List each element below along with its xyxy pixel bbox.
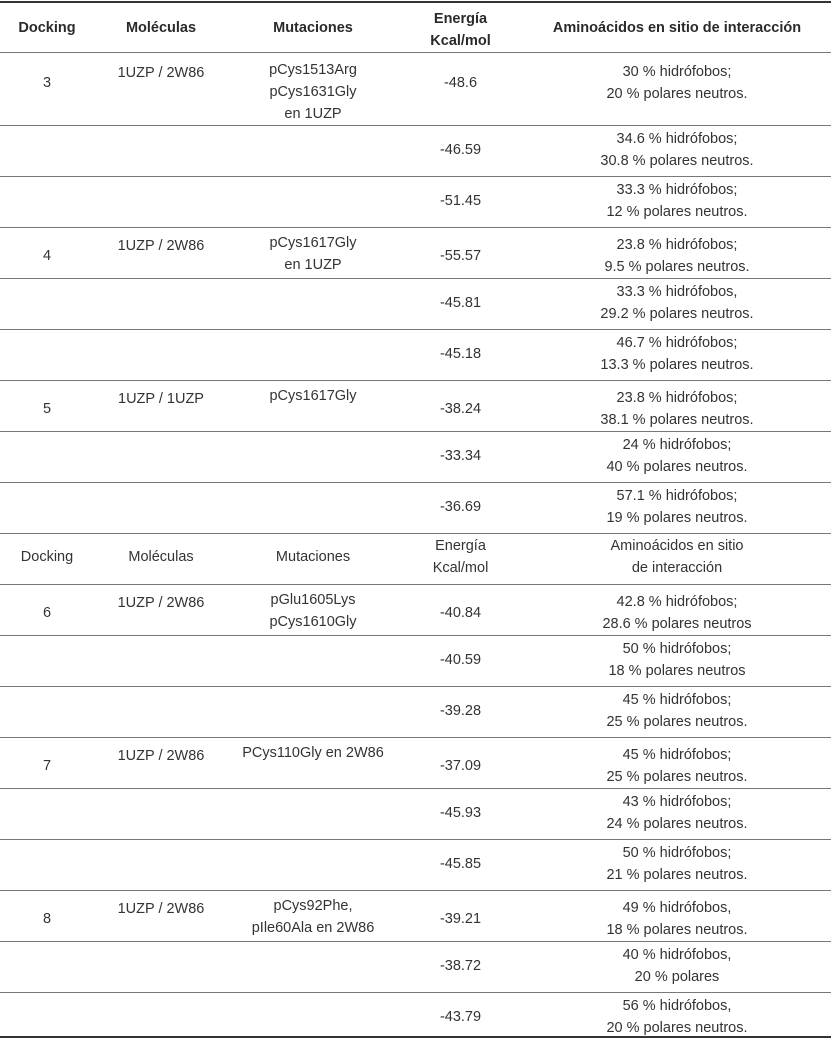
cell-mutaciones — [228, 840, 398, 890]
cell-aminoacidos: 34.6 % hidrófobos; 30.8 % polares neutros. — [600, 131, 754, 169]
cell-energia: -46.59 — [439, 142, 482, 158]
cell-mutaciones — [228, 942, 398, 992]
cell-moleculas — [94, 996, 228, 1038]
cell-energia: -40.59 — [439, 652, 482, 668]
cell-mutaciones — [228, 993, 398, 1038]
cell-aminoacidos: 40 % hidrófobos, 20 % polares — [622, 947, 732, 985]
table-header — [0, 8, 831, 52]
header-mutaciones: Mutaciones — [273, 20, 353, 36]
table-row — [0, 381, 831, 431]
cell-aminoacidos: 33.3 % hidrófobos, 29.2 % polares neutros. — [600, 284, 754, 322]
cell-aminoacidos: 50 % hidrófobos; 18 % polares neutros — [608, 641, 746, 679]
cell-aminoacidos: 49 % hidrófobos, 18 % polares neutros. — [606, 900, 748, 938]
header-docking: Docking — [18, 20, 76, 36]
header2-mutaciones: Mutaciones — [275, 549, 351, 565]
header2-docking: Docking — [20, 549, 74, 565]
cell-moleculas: 1UZP / 1UZP — [118, 391, 204, 407]
table-row — [0, 126, 831, 176]
cell-mutaciones — [228, 789, 398, 839]
cell-energia: -45.81 — [439, 295, 482, 311]
cell-mutaciones — [228, 687, 398, 737]
table-row — [0, 840, 831, 890]
cell-energia: -33.34 — [439, 448, 482, 464]
cell-docking — [0, 139, 94, 176]
cell-docking — [0, 853, 94, 890]
cell-docking — [0, 190, 94, 227]
table-row — [0, 942, 831, 992]
table-row — [0, 738, 831, 788]
cell-mutaciones: pCys92Phe, pIle60Ala en 2W86 — [251, 898, 375, 936]
cell-moleculas — [94, 180, 228, 227]
cell-mutaciones — [228, 432, 398, 482]
cell-moleculas — [94, 435, 228, 482]
cell-mutaciones — [228, 279, 398, 329]
cell-docking — [0, 496, 94, 533]
cell-aminoacidos: 43 % hidrófobos; 24 % polares neutros. — [606, 794, 748, 832]
cell-mutaciones: PCys110Gly en 2W86 — [242, 745, 384, 761]
cell-energia: -36.69 — [439, 499, 482, 515]
cell-docking: 3 — [42, 75, 52, 91]
cell-aminoacidos: 23.8 % hidrófobos; 9.5 % polares neutros. — [604, 237, 750, 275]
table-row — [0, 891, 831, 941]
cell-energia: -37.09 — [439, 758, 482, 774]
cell-aminoacidos: 23.8 % hidrófobos; 38.1 % polares neutros. — [600, 390, 754, 428]
cell-aminoacidos: 56 % hidrófobos, 20 % polares neutros. — [606, 998, 748, 1036]
cell-aminoacidos: 24 % hidrófobos; 40 % polares neutros. — [606, 437, 748, 475]
cell-aminoacidos: 50 % hidrófobos; 21 % polares neutros. — [606, 845, 748, 883]
cell-energia: -45.18 — [439, 346, 482, 362]
cell-moleculas — [94, 690, 228, 737]
cell-energia: -45.93 — [439, 805, 482, 821]
header2-energia: Energía Kcal/mol — [432, 538, 489, 576]
cell-moleculas — [94, 486, 228, 533]
table-row — [0, 228, 831, 278]
cell-aminoacidos: 46.7 % hidrófobos; 13.3 % polares neutros. — [600, 335, 754, 373]
cell-energia: -39.21 — [439, 911, 482, 927]
table-row — [0, 330, 831, 380]
cell-docking: 5 — [42, 401, 52, 417]
cell-energia: -39.28 — [439, 703, 482, 719]
header-moleculas: Moléculas — [125, 20, 197, 36]
cell-energia: -40.84 — [439, 605, 482, 621]
cell-moleculas: 1UZP / 2W86 — [117, 238, 205, 254]
header-energia: Energía Kcal/mol — [430, 11, 491, 49]
cell-docking — [0, 445, 94, 482]
cell-mutaciones — [228, 483, 398, 533]
cell-docking — [0, 343, 94, 380]
header-aminoacidos: Aminoácidos en sitio de interacción — [552, 20, 802, 36]
cell-aminoacidos: 45 % hidrófobos; 25 % polares neutros. — [606, 692, 748, 730]
table-row — [0, 483, 831, 533]
header-rule — [0, 52, 831, 53]
header2-moleculas: Moléculas — [128, 549, 194, 565]
table-row — [0, 279, 831, 329]
table-row — [0, 687, 831, 737]
cell-docking: 7 — [42, 758, 52, 774]
cell-moleculas — [94, 282, 228, 329]
table-row — [0, 636, 831, 686]
cell-energia: -38.72 — [439, 958, 482, 974]
cell-aminoacidos: 33.3 % hidrófobos; 12 % polares neutros. — [606, 182, 748, 220]
cell-docking — [0, 649, 94, 686]
cell-moleculas: 1UZP / 2W86 — [117, 901, 205, 917]
row-rule — [0, 533, 831, 534]
cell-docking: 4 — [42, 248, 52, 264]
cell-docking — [0, 292, 94, 329]
cell-moleculas — [94, 639, 228, 686]
cell-energia: -48.6 — [443, 75, 478, 91]
table-row — [0, 993, 831, 1038]
cell-moleculas — [94, 843, 228, 890]
cell-mutaciones: pCys1513Arg pCys1631Gly en 1UZP — [269, 62, 357, 122]
table-header-repeat — [0, 535, 831, 583]
cell-mutaciones: pCys1617Gly en 1UZP — [269, 235, 357, 273]
cell-moleculas: 1UZP / 2W86 — [117, 595, 205, 611]
cell-moleculas: 1UZP / 2W86 — [117, 65, 205, 81]
cell-energia: -55.57 — [439, 248, 482, 264]
table-row — [0, 585, 831, 635]
cell-aminoacidos: 57.1 % hidrófobos; 19 % polares neutros. — [606, 488, 748, 526]
table-row — [0, 789, 831, 839]
cell-moleculas — [94, 129, 228, 176]
cell-docking: 6 — [42, 605, 52, 621]
cell-aminoacidos: 42.8 % hidrófobos; 28.6 % polares neutros — [602, 594, 752, 632]
cell-docking — [0, 955, 94, 992]
cell-moleculas — [94, 945, 228, 992]
header2-aminoacidos: Aminoácidos en sitio de interacción — [610, 538, 744, 576]
cell-energia: -51.45 — [439, 193, 482, 209]
table-row — [0, 177, 831, 227]
cell-mutaciones — [228, 126, 398, 176]
cell-mutaciones — [228, 330, 398, 380]
cell-mutaciones — [228, 636, 398, 686]
cell-aminoacidos: 45 % hidrófobos; 25 % polares neutros. — [606, 747, 748, 785]
cell-moleculas: 1UZP / 2W86 — [117, 748, 205, 764]
cell-docking — [0, 802, 94, 839]
cell-aminoacidos: 30 % hidrófobos; 20 % polares neutros. — [606, 64, 748, 102]
cell-energia: -38.24 — [439, 401, 482, 417]
top-rule — [0, 1, 831, 3]
cell-mutaciones: pGlu1605Lys pCys1610Gly — [269, 592, 357, 630]
table-row — [0, 55, 831, 125]
cell-energia: -43.79 — [439, 1009, 482, 1025]
cell-moleculas — [94, 333, 228, 380]
cell-docking — [0, 1006, 94, 1038]
cell-docking: 8 — [42, 911, 52, 927]
table-row — [0, 432, 831, 482]
cell-docking — [0, 700, 94, 737]
cell-energia: -45.85 — [439, 856, 482, 872]
cell-moleculas — [94, 792, 228, 839]
cell-mutaciones — [228, 177, 398, 227]
cell-mutaciones: pCys1617Gly — [269, 388, 357, 404]
